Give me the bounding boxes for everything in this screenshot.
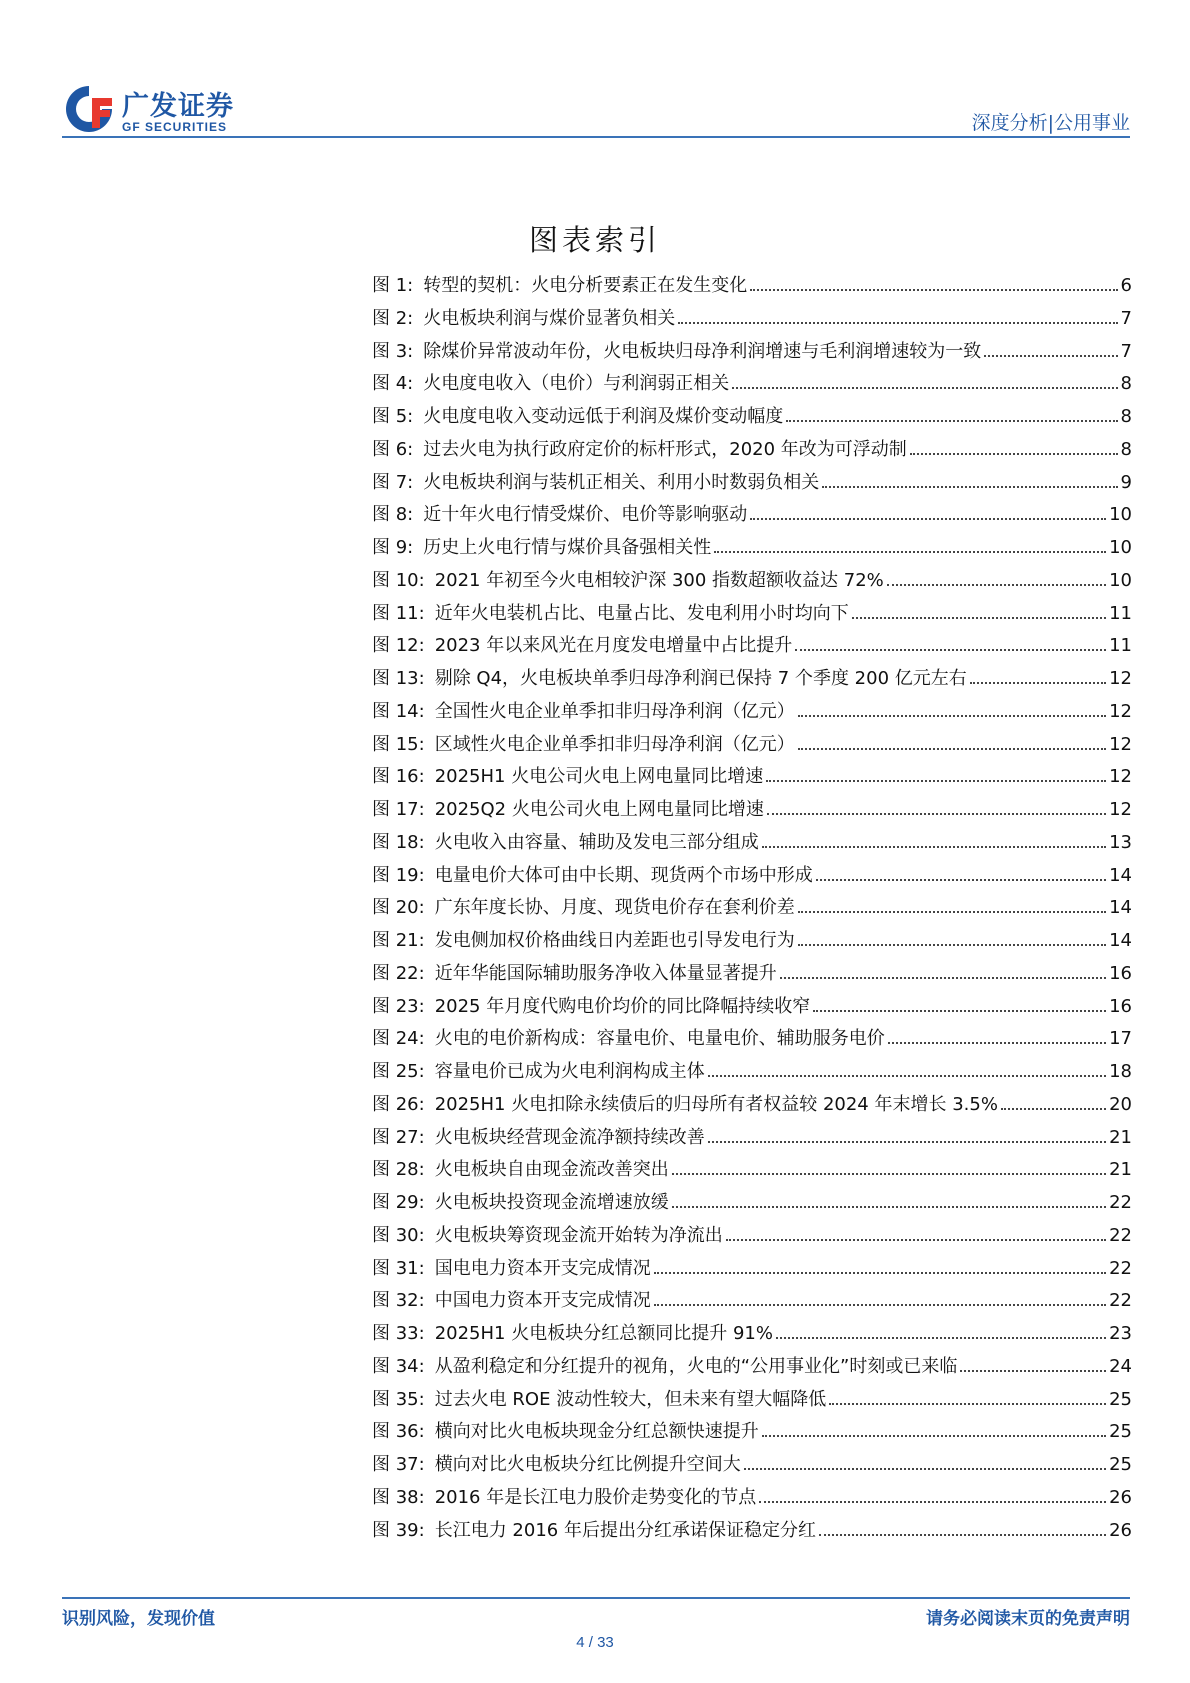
- toc-figure-label: 图 2:: [372, 307, 414, 329]
- toc-figure-title: 火电度电收入（电价）与利润弱正相关: [423, 373, 730, 395]
- toc-leader-dots: [762, 1435, 1106, 1437]
- footer-slogan: 识别风险，发现价值: [62, 1609, 215, 1629]
- toc-leader-dots: [780, 977, 1106, 979]
- toc-figure-label: 图 23:: [372, 995, 425, 1017]
- toc-leader-dots: [852, 617, 1106, 619]
- toc-entry[interactable]: [372, 861, 1132, 894]
- toc-figure-title: 近年火电装机占比、电量占比、发电利用小时均向下: [434, 602, 849, 624]
- toc-figure-label: 图 8:: [372, 504, 414, 526]
- toc-figure-label: 图 34:: [372, 1355, 425, 1377]
- toc-entry[interactable]: [372, 1221, 1132, 1254]
- toc-entry[interactable]: [372, 1254, 1132, 1287]
- toc-page-number: 8: [1120, 406, 1132, 427]
- toc-figure-label: 图 5:: [372, 406, 414, 427]
- toc-page-number: 10: [1109, 537, 1132, 558]
- toc-entry[interactable]: [372, 402, 1132, 435]
- toc-figure-title: 中国电力资本开支完成情况: [434, 1290, 651, 1312]
- toc-entry[interactable]: [372, 1123, 1132, 1156]
- toc-page-number: 6: [1120, 275, 1132, 296]
- toc-figure-label: 图 12:: [372, 635, 425, 657]
- toc-entry[interactable]: [372, 1057, 1132, 1090]
- toc-leader-dots: [960, 1370, 1106, 1372]
- toc-figure-title: 近年华能国际辅助服务净收入体量显著提升: [434, 962, 777, 984]
- toc-figure-title: 2023 年以来风光在月度发电增量中占比提升: [434, 635, 793, 657]
- toc-page-number: 23: [1109, 1323, 1132, 1344]
- toc-page-number: 7: [1120, 307, 1132, 329]
- toc-leader-dots: [798, 911, 1106, 913]
- toc-page-number: 26: [1109, 1486, 1132, 1508]
- toc-leader-dots: [816, 879, 1106, 881]
- toc-figure-title: 全国性火电企业单季扣非归母净利润（亿元）: [434, 700, 795, 722]
- toc-figure-title: 火电度电收入变动远低于利润及煤价变动幅度: [423, 406, 784, 427]
- logo-chinese-name: 广发证券: [122, 91, 234, 122]
- toc-figure-label: 图 32:: [372, 1290, 425, 1312]
- toc-page-number: 12: [1109, 766, 1132, 788]
- toc-figure-title: 国电电力资本开支完成情况: [434, 1257, 651, 1279]
- toc-page-number: 22: [1109, 1224, 1132, 1246]
- toc-leader-dots: [714, 551, 1106, 553]
- toc-entry[interactable]: [372, 1286, 1132, 1319]
- toc-page-number: 12: [1109, 668, 1132, 689]
- figure-index-list: [372, 271, 1132, 1548]
- toc-figure-label: 图 36:: [372, 1421, 425, 1443]
- toc-figure-label: 图 16:: [372, 766, 425, 788]
- toc-figure-label: 图 31:: [372, 1257, 425, 1279]
- toc-figure-title: 电量电价大体可由中长期、现货两个市场中形成: [434, 864, 813, 886]
- toc-leader-dots: [984, 355, 1117, 357]
- footer-disclaimer-link[interactable]: 请务必阅读末页的免责声明: [926, 1609, 1130, 1629]
- toc-figure-label: 图 39:: [372, 1519, 425, 1541]
- toc-leader-dots: [708, 1075, 1106, 1077]
- toc-entry[interactable]: [372, 664, 1132, 697]
- report-category: 深度分析|公用事业: [971, 112, 1130, 134]
- gf-securities-logo: [62, 78, 282, 138]
- toc-figure-label: 图 19:: [372, 864, 425, 886]
- toc-page-number: 7: [1120, 340, 1132, 362]
- toc-figure-title: 2025H1 火电公司火电上网电量同比增速: [434, 766, 764, 788]
- toc-leader-dots: [744, 1468, 1106, 1470]
- toc-page-number: 12: [1109, 700, 1132, 722]
- toc-figure-title: 火电板块投资现金流增速放缓: [434, 1192, 669, 1213]
- toc-entry[interactable]: [372, 1319, 1132, 1352]
- toc-page-number: 10: [1109, 569, 1132, 591]
- toc-entry[interactable]: [372, 1385, 1132, 1418]
- toc-entry[interactable]: [372, 599, 1132, 632]
- toc-page-number: 24: [1109, 1355, 1132, 1377]
- toc-heading: 图表索引: [528, 223, 661, 257]
- toc-figure-label: 图 14:: [372, 700, 425, 722]
- toc-page-number: 12: [1109, 733, 1132, 755]
- toc-figure-title: 发电侧加权价格曲线日内差距也引导发电行为: [434, 930, 795, 951]
- toc-leader-dots: [672, 1173, 1106, 1175]
- toc-figure-title: 火电板块经营现金流净额持续改善: [434, 1126, 705, 1148]
- toc-entry[interactable]: [372, 337, 1132, 370]
- toc-page-number: 10: [1109, 504, 1132, 526]
- gf-logo-icon: [62, 84, 116, 134]
- toc-leader-dots: [678, 322, 1117, 324]
- toc-page-number: 16: [1109, 962, 1132, 984]
- toc-leader-dots: [970, 682, 1106, 684]
- toc-leader-dots: [732, 387, 1117, 389]
- toc-entry[interactable]: [372, 1155, 1132, 1188]
- toc-leader-dots: [750, 518, 1106, 520]
- logo-english-name: GF SECURITIES: [122, 120, 228, 134]
- toc-page-number: 22: [1109, 1290, 1132, 1312]
- toc-page-number: 16: [1109, 995, 1132, 1017]
- toc-figure-label: 图 30:: [372, 1224, 425, 1246]
- toc-page-number: 13: [1109, 831, 1132, 853]
- toc-figure-label: 图 4:: [372, 373, 414, 395]
- toc-page-number: 17: [1109, 1028, 1132, 1050]
- toc-figure-title: 火电的电价新构成：容量电价、电量电价、辅助服务电价: [434, 1028, 885, 1050]
- toc-page-number: 14: [1109, 930, 1132, 951]
- toc-page-number: 8: [1120, 373, 1132, 395]
- toc-leader-dots: [776, 1337, 1106, 1339]
- toc-entry[interactable]: [372, 631, 1132, 664]
- toc-entry[interactable]: [372, 304, 1132, 337]
- toc-entry[interactable]: [372, 533, 1132, 566]
- toc-page-number: 22: [1109, 1257, 1132, 1279]
- toc-leader-dots: [813, 1010, 1106, 1012]
- toc-figure-title: 剔除 Q4，火电板块单季归母净利润已保持 7 个季度 200 亿元左右: [434, 668, 967, 689]
- toc-figure-label: 图 3:: [372, 340, 414, 362]
- toc-leader-dots: [819, 1534, 1106, 1536]
- toc-page-number: 11: [1109, 602, 1132, 624]
- toc-page-number: 20: [1109, 1093, 1132, 1115]
- toc-leader-dots: [795, 649, 1106, 651]
- toc-page-number: 25: [1109, 1454, 1132, 1475]
- toc-figure-label: 图 1:: [372, 275, 414, 296]
- toc-figure-label: 图 35:: [372, 1388, 425, 1410]
- toc-entry[interactable]: [372, 1417, 1132, 1450]
- toc-figure-title: 2025H1 火电扣除永续债后的归母所有者权益较 2024 年末增长 3.5%: [434, 1093, 998, 1115]
- toc-figure-title: 近十年火电行情受煤价、电价等影响驱动: [423, 504, 748, 526]
- toc-page-number: 26: [1109, 1519, 1132, 1541]
- toc-figure-label: 图 25:: [372, 1061, 425, 1082]
- toc-leader-dots: [766, 780, 1106, 782]
- toc-figure-label: 图 26:: [372, 1093, 425, 1115]
- toc-figure-title: 横向对比火电板块分红比例提升空间大: [434, 1454, 741, 1475]
- toc-figure-label: 图 17:: [372, 799, 425, 820]
- toc-figure-title: 2025Q2 火电公司火电上网电量同比增速: [434, 799, 764, 820]
- toc-figure-title: 2016 年是长江电力股价走势变化的节点: [434, 1486, 757, 1508]
- toc-figure-title: 横向对比火电板块现金分红总额快速提升: [434, 1421, 759, 1443]
- toc-entry[interactable]: [372, 468, 1132, 501]
- toc-leader-dots: [822, 486, 1117, 488]
- toc-figure-label: 图 9:: [372, 537, 414, 558]
- toc-figure-label: 图 38:: [372, 1486, 425, 1508]
- toc-leader-dots: [798, 748, 1106, 750]
- toc-entry[interactable]: [372, 1024, 1132, 1057]
- toc-entry[interactable]: [372, 992, 1132, 1025]
- toc-figure-title: 过去火电 ROE 波动性较大，但未来有望大幅降低: [434, 1388, 827, 1410]
- toc-leader-dots: [726, 1239, 1106, 1241]
- toc-entry[interactable]: [372, 435, 1132, 468]
- page-header: [62, 78, 1130, 144]
- toc-leader-dots: [654, 1304, 1106, 1306]
- toc-figure-title: 火电板块自由现金流改善突出: [434, 1159, 669, 1181]
- toc-figure-title: 容量电价已成为火电利润构成主体: [434, 1061, 705, 1082]
- toc-leader-dots: [654, 1272, 1106, 1274]
- toc-entry[interactable]: [372, 271, 1132, 304]
- toc-entry[interactable]: [372, 893, 1132, 926]
- toc-figure-title: 广东年度长协、月度、现货电价存在套利价差: [434, 897, 795, 919]
- toc-figure-label: 图 13:: [372, 668, 425, 689]
- toc-page-number: 8: [1120, 438, 1132, 460]
- toc-leader-dots: [798, 944, 1106, 946]
- toc-leader-dots: [672, 1206, 1106, 1208]
- toc-leader-dots: [829, 1403, 1106, 1405]
- toc-page-number: 18: [1109, 1061, 1132, 1082]
- toc-figure-title: 2021 年初至今火电相较沪深 300 指数超额收益达 72%: [434, 569, 884, 591]
- toc-entry[interactable]: [372, 730, 1132, 763]
- toc-figure-title: 火电板块利润与煤价显著负相关: [423, 307, 676, 329]
- toc-figure-label: 图 27:: [372, 1126, 425, 1148]
- toc-figure-label: 图 11:: [372, 602, 425, 624]
- toc-figure-title: 火电收入由容量、辅助及发电三部分组成: [434, 831, 759, 853]
- toc-entry[interactable]: [372, 1090, 1132, 1123]
- toc-figure-label: 图 20:: [372, 897, 425, 919]
- toc-figure-title: 过去火电为执行政府定价的标杆形式，2020 年改为可浮动制: [423, 438, 907, 460]
- toc-figure-label: 图 29:: [372, 1192, 425, 1213]
- toc-page-number: 12: [1109, 799, 1132, 820]
- toc-page-number: 14: [1109, 864, 1132, 886]
- toc-page-number: 9: [1120, 471, 1132, 493]
- toc-leader-dots: [798, 715, 1106, 717]
- toc-entry[interactable]: [372, 1516, 1132, 1549]
- toc-page-number: 25: [1109, 1388, 1132, 1410]
- toc-figure-label: 图 28:: [372, 1159, 425, 1181]
- toc-leader-dots: [708, 1141, 1106, 1143]
- toc-entry[interactable]: [372, 1352, 1132, 1385]
- toc-leader-dots: [750, 289, 1117, 291]
- toc-leader-dots: [762, 846, 1106, 848]
- toc-leader-dots: [767, 813, 1106, 815]
- toc-figure-label: 图 22:: [372, 962, 425, 984]
- toc-entry[interactable]: [372, 762, 1132, 795]
- toc-figure-label: 图 24:: [372, 1028, 425, 1050]
- toc-leader-dots: [888, 1042, 1106, 1044]
- toc-figure-label: 图 6:: [372, 438, 414, 460]
- toc-figure-label: 图 15:: [372, 733, 425, 755]
- toc-figure-label: 图 37:: [372, 1454, 425, 1475]
- toc-page-number: 21: [1109, 1159, 1132, 1181]
- toc-figure-title: 历史上火电行情与煤价具备强相关性: [423, 537, 712, 558]
- toc-entry[interactable]: [372, 566, 1132, 599]
- toc-figure-label: 图 18:: [372, 831, 425, 853]
- toc-entry[interactable]: [372, 697, 1132, 730]
- toc-figure-title: 除煤价异常波动年份，火电板块归母净利润增速与毛利润增速较为一致: [423, 340, 982, 362]
- toc-entry[interactable]: [372, 1450, 1132, 1483]
- toc-figure-label: 图 33:: [372, 1323, 425, 1344]
- toc-entry[interactable]: [372, 1188, 1132, 1221]
- toc-page-number: 21: [1109, 1126, 1132, 1148]
- toc-entry[interactable]: [372, 828, 1132, 861]
- toc-figure-title: 2025H1 火电板块分红总额同比提升 91%: [434, 1323, 773, 1344]
- toc-page-number: 22: [1109, 1192, 1132, 1213]
- toc-leader-dots: [1001, 1108, 1106, 1110]
- toc-page-number: 25: [1109, 1421, 1132, 1443]
- toc-figure-title: 火电板块筹资现金流开始转为净流出: [434, 1224, 723, 1246]
- toc-leader-dots: [887, 584, 1106, 586]
- toc-entry[interactable]: [372, 926, 1132, 959]
- page-number: 4 / 33: [576, 1634, 614, 1651]
- toc-entry[interactable]: [372, 795, 1132, 828]
- toc-figure-title: 转型的契机：火电分析要素正在发生变化: [423, 275, 748, 296]
- toc-entry[interactable]: [372, 500, 1132, 533]
- toc-page-number: 11: [1109, 635, 1132, 657]
- toc-figure-title: 区域性火电企业单季扣非归母净利润（亿元）: [434, 733, 795, 755]
- header-divider: [62, 136, 1130, 138]
- toc-figure-label: 图 21:: [372, 930, 425, 951]
- footer-divider: [62, 1597, 1130, 1599]
- toc-page-number: 14: [1109, 897, 1132, 919]
- toc-figure-title: 2025 年月度代购电价均价的同比降幅持续收窄: [434, 995, 811, 1017]
- toc-entry[interactable]: [372, 1483, 1132, 1516]
- toc-figure-label: 图 7:: [372, 471, 414, 493]
- toc-entry[interactable]: [372, 959, 1132, 992]
- toc-leader-dots: [910, 453, 1118, 455]
- toc-figure-title: 从盈利稳定和分红提升的视角，火电的“公用事业化”时刻或已来临: [434, 1355, 958, 1377]
- toc-figure-title: 火电板块利润与装机正相关、利用小时数弱负相关: [423, 471, 820, 493]
- toc-figure-label: 图 10:: [372, 569, 425, 591]
- toc-figure-title: 长江电力 2016 年后提出分红承诺保证稳定分红: [434, 1519, 816, 1541]
- toc-leader-dots: [786, 420, 1117, 422]
- toc-entry[interactable]: [372, 369, 1132, 402]
- toc-leader-dots: [759, 1501, 1106, 1503]
